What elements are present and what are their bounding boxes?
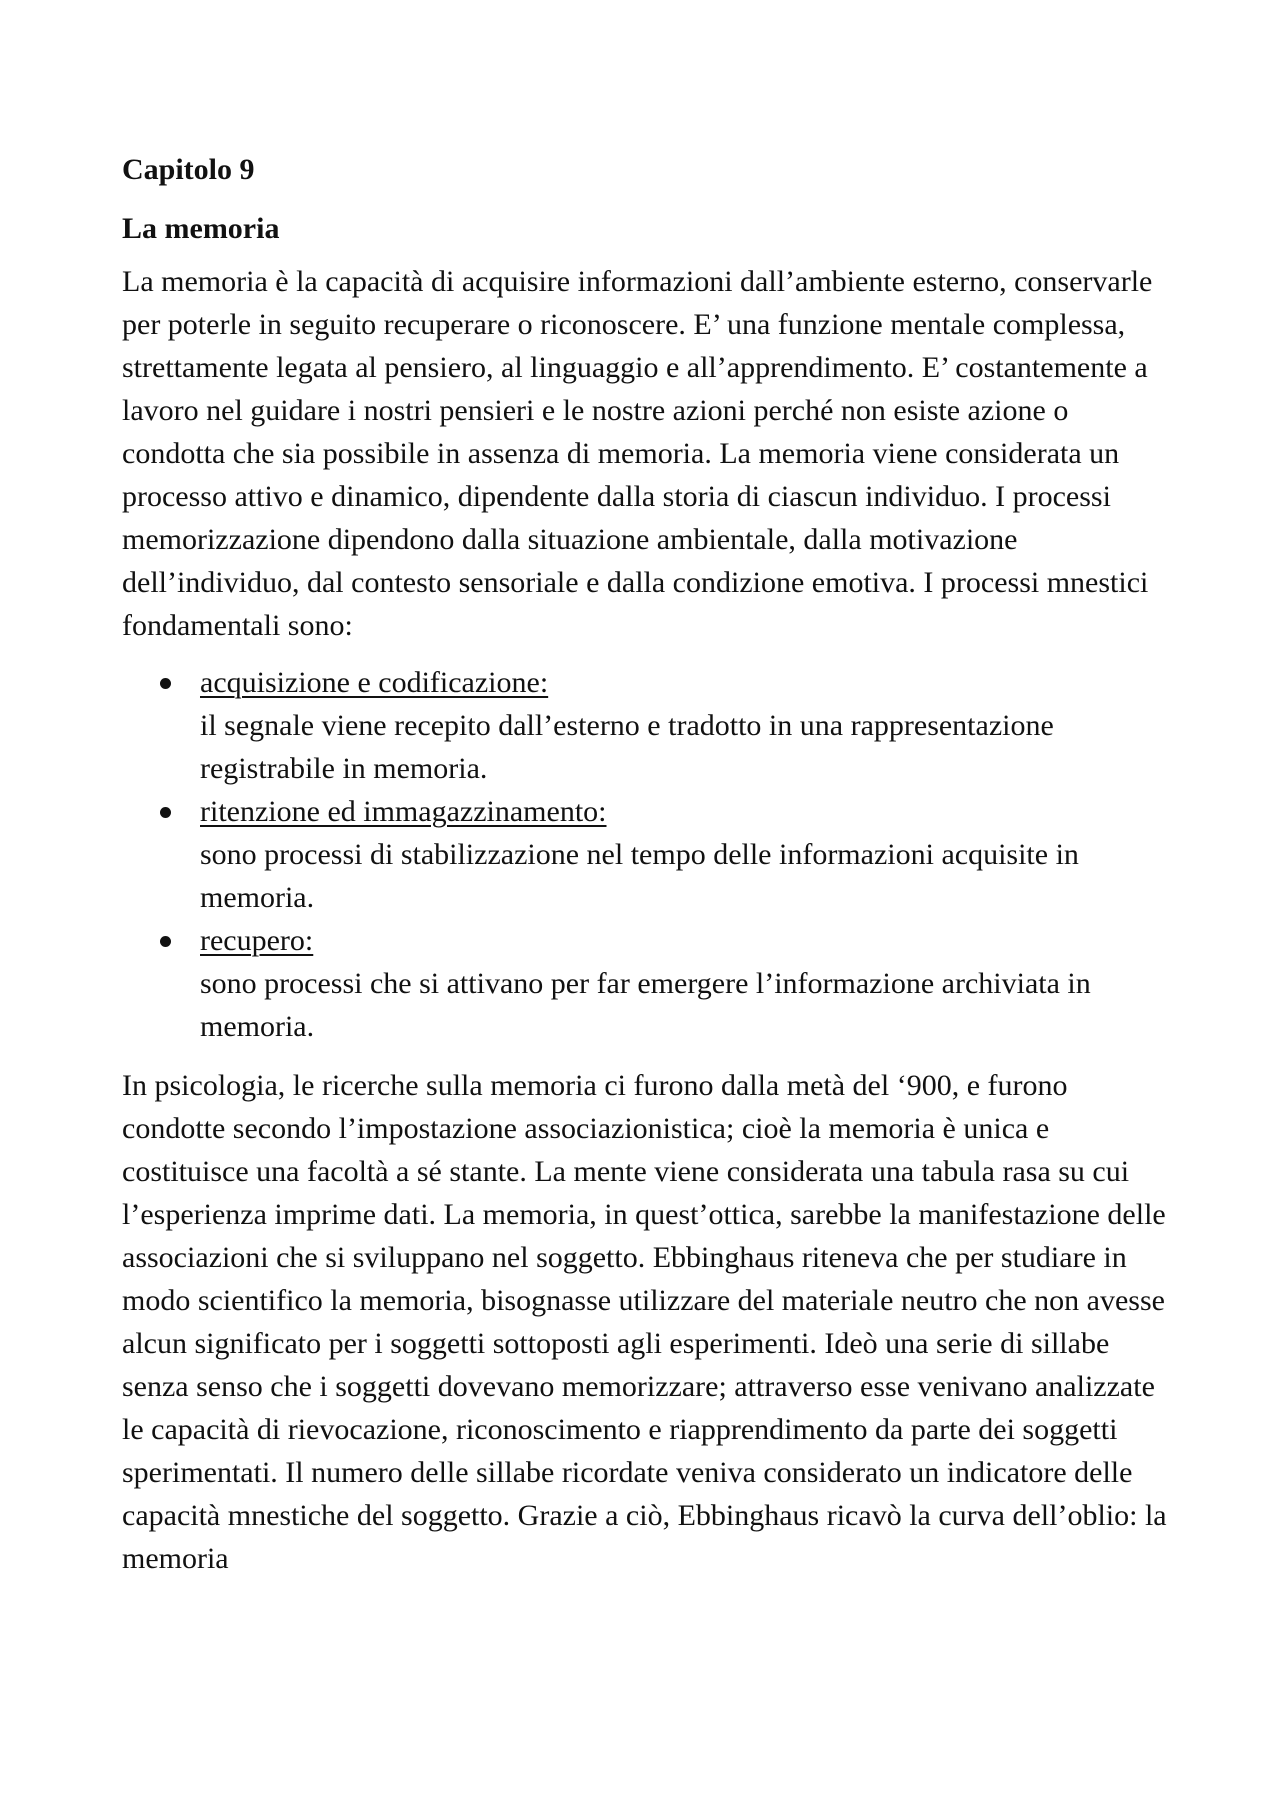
bullet-icon [160, 936, 171, 947]
bullet-icon [160, 678, 171, 689]
process-description: il segnale viene recepito dall’esterno e tradotto in una rappresentazione registrabile in memoria. [200, 709, 1054, 785]
process-list [122, 661, 1172, 1048]
intro-paragraph: La memoria è la capacità di acquisire informazioni dall’ambiente esterno, conservarle per poterle in seguito recuperare o riconoscere. E’ una funzione mentale complessa, strettamente legata al pensiero, al linguaggio e all’apprendimento. E’ costantemente a lavoro nel guidare i nostri pensieri e le nostre azioni perché non esiste azione o condotta che sia possibile in assenza di memoria. La memoria viene considerata un processo attivo e dinamico, dipendente dalla storia di ciascun individuo. I processi memorizzazione dipendono dalla situazione ambientale, dalla motivazione dell’individuo, dal contesto sensoriale e dalla condizione emotiva. I processi mnestici fondamentali sono: [122, 265, 1153, 642]
list-item [122, 790, 1172, 919]
chapter-heading: Capitolo 9 [122, 153, 255, 186]
body-paragraph: In psicologia, le ricerche sulla memoria ci furono dalla metà del ‘900, e furono condotte secondo l’impostazione associazionistica; cioè la memoria è unica e costituisce una facoltà a sé stante. La mente viene considerata una tabula rasa su cui l’esperienza imprime dati. La memoria, in quest’ottica, sarebbe la manifestazione delle associazioni che si sviluppano nel soggetto. Ebbinghaus riteneva che per studiare in modo scientifico la memoria, bisognasse utilizzare del materiale neutro che non avesse alcun significato per i soggetti sottoposti agli esperimenti. Ideò una serie di sillabe senza senso che i soggetti dovevano memorizzare; attraverso esse venivano analizzate le capacità di rievocazione, riconoscimento e riapprendimento da parte dei soggetti sperimentati. Il numero delle sillabe ricordate veniva considerato un indicatore delle capacità mnestiche del soggetto. Grazie a ciò, Ebbinghaus ricavò la curva dell’oblio: la memoria [122, 1069, 1167, 1575]
section-title: La memoria [122, 212, 280, 245]
bullet-icon [160, 807, 171, 818]
list-item [122, 919, 1172, 1048]
process-description: sono processi che si attivano per far emergere l’informazione archiviata in memoria. [200, 967, 1091, 1043]
process-term: acquisizione e codificazione: [200, 666, 549, 699]
process-term: ritenzione ed immagazzinamento: [200, 795, 607, 828]
process-term: recupero: [200, 924, 314, 957]
list-item [122, 661, 1172, 790]
process-description: sono processi di stabilizzazione nel tempo delle informazioni acquisite in memoria. [200, 838, 1079, 914]
document-page [122, 148, 1172, 1580]
